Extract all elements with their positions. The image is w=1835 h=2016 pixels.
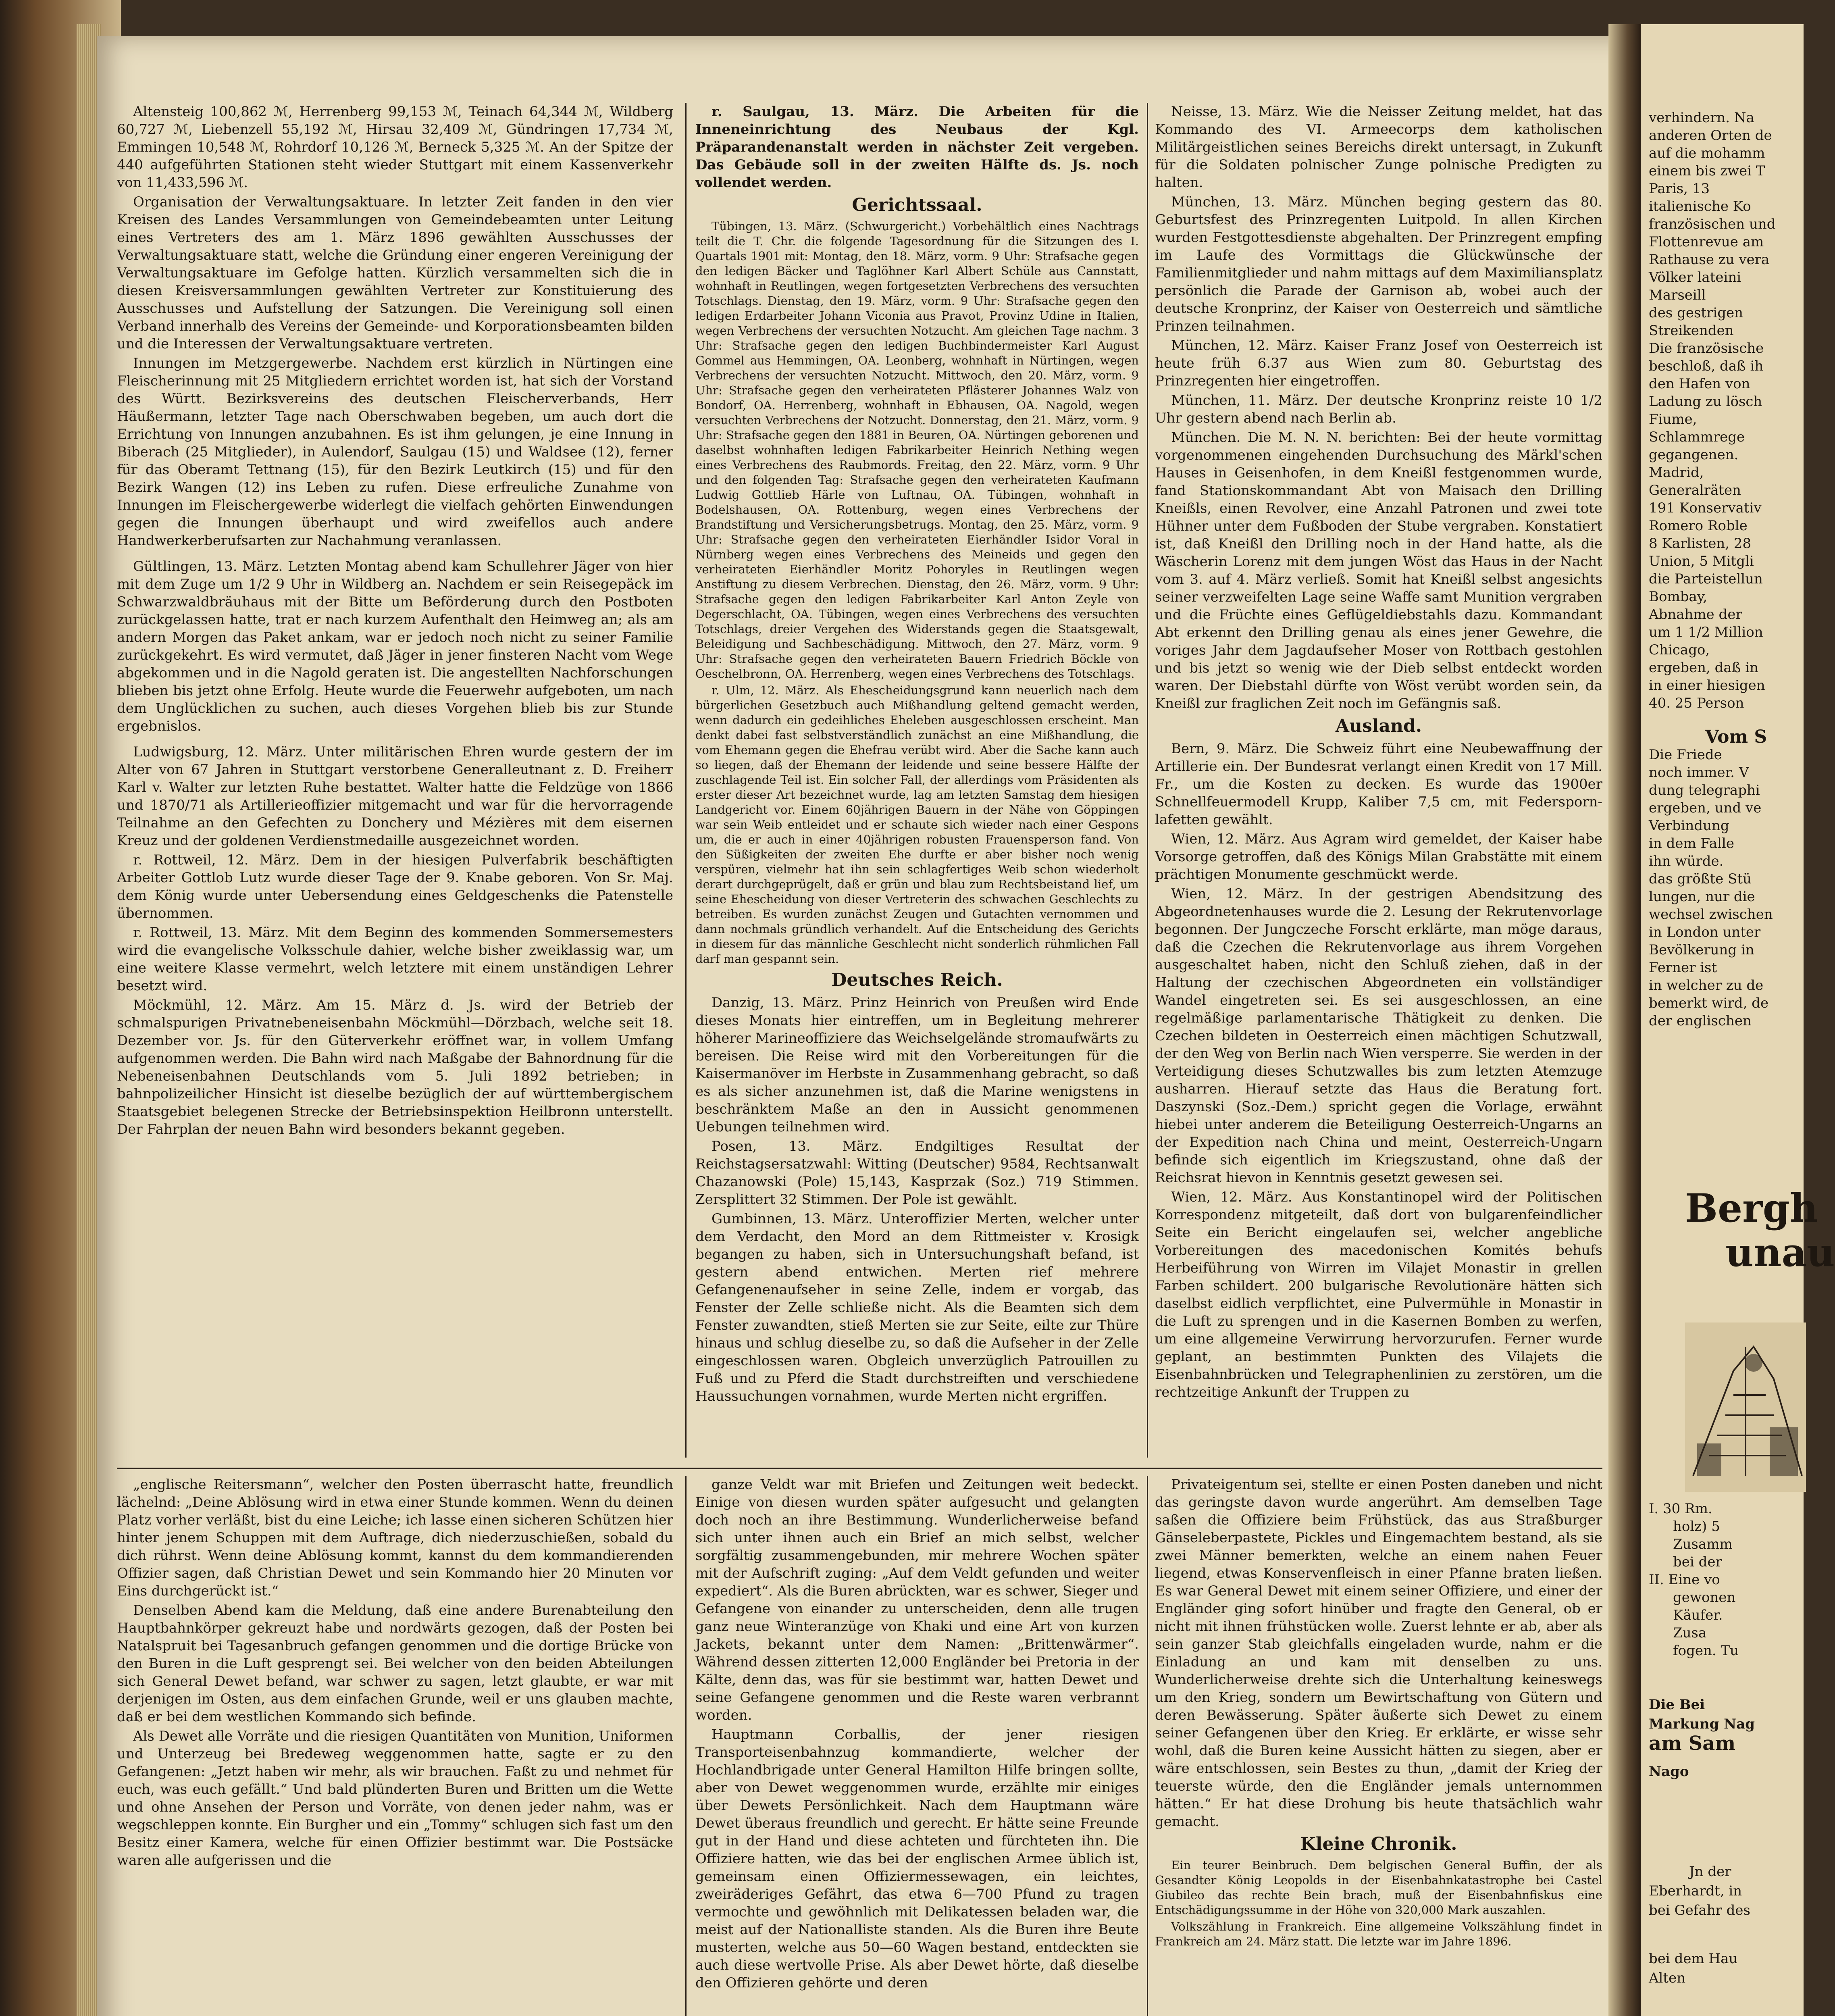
next-page-line: in welcher zu de bbox=[1649, 977, 1764, 993]
next-page-line: lungen, nur die bbox=[1649, 889, 1755, 905]
article: „englische Reitersmann“, welcher den Posten überrascht hatte, freundlich lächelnd: „Deine Ablösung wird in etwa einer Stunde kommen. Wenn du deinen Platz vorher verläßt, bist du eine Leiche; ich lasse einen sicheren Schützen hier hinter jenem Schuppen mit dem Auftrage, dich niederzuschießen, sobald du dich rührst. Wenn deine Ablösung kommt, kannst du dem kommandierenden Offizier sagen, daß Christian Dewet und sein Kommando hier 20 Minuten vor Eins durchgerückt ist.“ bbox=[117, 1477, 673, 1599]
next-page-line: Die Friede bbox=[1649, 747, 1722, 763]
advert-line: bei der bbox=[1673, 1554, 1722, 1570]
feuilleton-column-3 bbox=[1155, 1476, 1602, 1951]
article: Altensteig 100,862 ℳ, Herrenberg 99,153 ℳ, Teinach 64,344 ℳ, Wildberg 60,727 ℳ, Liebenzell 55,192 ℳ, Hirsau 32,409 ℳ, Gündringen 17,734 ℳ, Emmingen 10,548 ℳ, Rohrdorf 10,126 ℳ, Berneck 5,325 ℳ. An der Spitze der 440 aufgeführten Stationen steht wieder Stuttgart mit einem Kassenverkehr von 11,433,596 ℳ. bbox=[117, 104, 673, 191]
next-page-line: Ladung zu lösch bbox=[1649, 394, 1762, 410]
next-page-line: italienische Ko bbox=[1649, 198, 1751, 215]
next-page-line: bemerkt wird, de bbox=[1649, 995, 1769, 1011]
next-page-line: des gestrigen bbox=[1649, 305, 1743, 321]
advert-line: Markung Nag bbox=[1649, 1716, 1755, 1732]
article: München, 13. März. München beging gestern das 80. Geburtsfest des Prinzregenten Luitpold. In allen Kirchen wurden Festgottesdienste abgehalten. Der Prinzregent empfing im Laufe des Vormittags die Glückwünsche der Familienmitglieder und nahm mittags auf dem Maximiliansplatz persönlich die Parade der Garnison ab, wobei auch der deutsche Kronprinz, der Kaiser von Oesterreich und sämtliche Prinzen teilnahmen. bbox=[1155, 194, 1602, 334]
next-page-line: um 1 1/2 Million bbox=[1649, 624, 1763, 640]
next-page-line: Ferner ist bbox=[1649, 960, 1717, 976]
section-heading: Gerichtssaal. bbox=[852, 195, 982, 215]
article: Privateigentum sei, stellte er einen Posten daneben und nicht das geringste davon wurde angerührt. Am demselben Tage saßen die Offiziere beim Frühstück, das aus Straßburger Gänseleberpastete, Pickles und Eingemachtem bestand, als sie zwei Männer bemerkten, welche an einem nahen Feuer liegend, etwas Konservenfleisch in einer Pfanne braten ließen. Es war General Dewet mit einem seiner Offiziere, und einer der Engländer ging sofort hinüber und fragte den General, ob er nicht mit ihnen frühstücken wolle. Zuerst lehnte er ab, aber als sein ganzer Stab gleichfalls eingeladen wurde, nahm er die Einladung an und kam mit denselben zu uns. Wunderlicherweise drehte sich die Unterhaltung keineswegs um den Krieg, sondern um Bewirtschaftung von Gütern und deren Bewässerung. Später äußerte sich Dewet zu einem seiner Gefangenen über den Krieg. Er erklärte, er wisse sehr wohl, daß die Buren keine Aussicht hätten zu siegen, aber er wäre entschlossen, sein Bestes zu thun, „damit der Krieg der teuerste würde, den die Engländer jemals unternommen hätten.“ Er hat diese Drohung bis heute thatsächlich wahr gemacht. bbox=[1155, 1477, 1602, 1830]
next-page-line: in London unter bbox=[1649, 924, 1761, 940]
article: ganze Veldt war mit Briefen und Zeitungen weit bedeckt. Einige von diesen wurden später aufgesucht und gelangten doch noch an ihre Bestimmung. Wunderlicherweise befand sich unter ihnen auch ein Brief an mich selbst, welcher sorgfältig zusammengebunden, mir mehrere Wochen später mit der Aufschrift zuging: „Auf dem Veldt gefunden und weiter expediert“. Als die Buren abrückten, war es schwer, Sieger und Gefangene von einander zu unterscheiden, denn alle trugen ganz neue Winteranzüge von Khaki und eine Art von kurzen Jackets, bekannt unter dem Namen: „Brittenwärmer“. Während dessen zitterten 12,000 Engländer bei Pretoria in der Kälte, denn das, was für sie bestimmt war, hatten Dewet und seine Gefangene genommen und die Reste waren verbrannt worden. bbox=[695, 1477, 1139, 1723]
article: Ludwigsburg, 12. März. Unter militärischen Ehren wurde gestern der im Alter von 67 Jahren in Stuttgart verstorbene Generalleutnant z. D. Freiherr Karl v. Walter zur letzten Ruhe bestattet. Walter hatte die Feldzüge von 1866 und 1870/71 als Artillerieoffizier mitgemacht und war für die hervorragende Teilnahme an den Gefechten zu Donchery und Mézières mit dem eisernen Kreuz und der goldenen Verdienstmedaille ausgezeichnet worden. bbox=[117, 744, 673, 849]
next-page-line: Paris, 13 bbox=[1649, 181, 1710, 197]
article: München, 12. März. Kaiser Franz Josef von Oesterreich ist heute früh 6.37 aus Wien zum 80. Geburtstag des Prinzregenten hier eingetroffen. bbox=[1155, 337, 1602, 389]
next-page-line: ergeben, daß in bbox=[1649, 660, 1758, 676]
article: r. Rottweil, 13. März. Mit dem Beginn des kommenden Sommersemesters wird die evangelische Volksschule dahier, welche bisher zweiklassig war, um eine weitere Klasse vermehrt, welch letztere mit einem unständigen Lehrer besetzt wird. bbox=[117, 925, 673, 994]
article: Gumbinnen, 13. März. Unteroffizier Merten, welcher unter dem Verdacht, den Mord an dem Rittmeister v. Krosigk begangen zu haben, sich in Untersuchungshaft befand, ist gestern abend entwichen. Merten rief mehrere Gefangenenaufseher in seine Zelle, indem er vorgab, das Fenster der Zelle schließe nicht. Als die Beamten sich dem Fenster zuwandten, stieß Merten sie zur Seite, eilte zur Thüre hinaus und schlug dieselbe zu, so daß die Aufseher in der Zelle eingeschlossen waren. Obgleich unverzüglich Patrouillen zu Fuß und zu Pferd die Stadt durchstreiften und verschiedene Haussuchungen vornahmen, wurde Merten nicht ergriffen. bbox=[695, 1211, 1139, 1404]
next-page-line: Madrid, bbox=[1649, 464, 1704, 481]
feuilleton-column-1 bbox=[117, 1476, 673, 1871]
advert-title: unau bbox=[1725, 1230, 1835, 1275]
next-page-line: in dem Falle bbox=[1649, 835, 1734, 852]
article: München, 11. März. Der deutsche Kronprinz reiste 10 1/2 Uhr gestern abend nach Berlin ab. bbox=[1155, 392, 1602, 426]
article: Als Dewet alle Vorräte und die riesigen Quantitäten von Munition, Uniformen und Unterzeug bei Bredeweg weggenommen hatte, sagte er zu den Gefangenen: „Jetzt haben wir mehr, als wir brauchen. Faßt zu und nehmet für euch, was euch gefällt.“ Und bald plünderten Buren und Britten um die Wette und ohne Ansehen der Person und Vorräte, von denen jeder nahm, was er wegschleppen konnte. Ein Burgher und ein „Tommy“ schlugen sich fast um den Besitz einer Kamera, welche für einen Offizier bestimmt war. Die Postsäcke waren alle aufgerissen und die bbox=[117, 1728, 673, 1868]
article: Volkszählung in Frankreich. Eine allgemeine Volkszählung findet in Frankreich am 24. März statt. Die letzte war im Jahre 1896. bbox=[1155, 1920, 1602, 1948]
advert-line: Eberhardt, in bbox=[1649, 1883, 1742, 1899]
next-page-line: Schlammrege bbox=[1649, 429, 1745, 445]
article: Denselben Abend kam die Meldung, daß eine andere Burenabteilung den Hauptbahnkörper gekreuzt habe und nordwärts gezogen, daß der Posten bei Natalspruit bei Tagesanbruch gefangen genommen und die dortige Brücke von den Buren in die Luft gesprengt sei. Bei welcher von den beiden Abteilungen sich General Dewet befand, war schwer zu sagen, letzt glaubte, er war mit derjenigen im Osten, aus dem einfachen Grunde, weil er uns glauben machte, daß er bei dem westlichen Kommando sich befinde. bbox=[117, 1602, 673, 1725]
next-page-line: noch immer. V bbox=[1649, 764, 1749, 781]
next-page-line: beschloß, daß ih bbox=[1649, 358, 1764, 374]
article: Wien, 12. März. Aus Konstantinopel wird der Politischen Korrespondenz mitgeteilt, daß dort von bulgarenfeindlicher Seite ein Bericht eingelaufen sei, welcher angebliche Vorbereitungen des macedonischen Komités behufs Herbeiführung von Wirren im Vilajet Monastir in grellen Farben schildert. 200 bulgarische Revolutionäre hätten sich daselbst eidlich verpflichtet, eine Pulvermühle in Monastir in die Luft zu sprengen und in die Kasernen Bomben zu werfen, um eine allgemeine Verwirrung hervorzurufen. Ferner wurde geplant, an bestimmten Punkten des Vilajets die Eisenbahnbrücken und Telegraphenlinien zu zerstören, um die rechtzeitige Ankunft der Truppen zu bbox=[1155, 1189, 1602, 1400]
column-divider bbox=[685, 103, 687, 1458]
advert-line: Die Bei bbox=[1649, 1697, 1705, 1713]
advert-line: Zusamm bbox=[1673, 1536, 1733, 1552]
next-page-line: Rathause zu vera bbox=[1649, 252, 1770, 268]
advert-line: am Sam bbox=[1649, 1732, 1736, 1755]
next-page-line: in einer hiesigen bbox=[1649, 677, 1765, 694]
next-page-line: anderen Orten de bbox=[1649, 127, 1772, 144]
advert-line: fogen. Tu bbox=[1673, 1643, 1739, 1659]
next-page-line: Völker lateini bbox=[1649, 269, 1741, 285]
advert-line: II. Eine vo bbox=[1649, 1572, 1720, 1588]
section-heading: Deutsches Reich. bbox=[831, 970, 1003, 990]
article: Danzig, 13. März. Prinz Heinrich von Preußen wird Ende dieses Monats hier eintreffen, um in Begleitung mehrerer höherer Marineoffiziere das Weichselgelände stromaufwärts zu bereisen. Die Reise wird mit den Vorbereitungen für die Kaisermanöver im Herbste in Zusammenhang gebracht, so daß es als sicher anzunehmen ist, daß die Marine wenigstens in beschränktem Maße an den in Aussicht genommenen Uebungen teilnehmen wird. bbox=[695, 995, 1139, 1135]
next-page-line: Flottenrevue am bbox=[1649, 234, 1764, 250]
next-page-line: der englischen bbox=[1649, 1013, 1752, 1029]
article: Neisse, 13. März. Wie die Neisser Zeitung meldet, hat das Kommando des VI. Armeecorps dem katholischen Militärgeistlichen seines Bereichs direkt untersagt, in Zukunft für die Soldaten polnischer Zunge polnische Predigten zu halten. bbox=[1155, 104, 1602, 191]
next-page-line: gegangenen. bbox=[1649, 447, 1739, 463]
article: Ein teurer Beinbruch. Dem belgischen General Buffin, der als Gesandter König Leopolds in der Eisenbahnkatastrophe bei Castel Giubileo das rechte Bein brach, muß der Eisenbahnfiskus eine Entschädigungssumme in der Höhe von 320,000 Mark auszahlen. bbox=[1155, 1858, 1602, 1917]
next-page-line: 191 Konservativ bbox=[1649, 500, 1762, 516]
advert-line: bei Gefahr des bbox=[1649, 1902, 1750, 1918]
next-page-line: die Parteistellun bbox=[1649, 571, 1763, 587]
advert-line: Zusa bbox=[1673, 1625, 1707, 1641]
next-page-line: Generalräten bbox=[1649, 482, 1741, 498]
article: Gültlingen, 13. März. Letzten Montag abend kam Schullehrer Jäger von hier mit dem Zuge um 1/2 9 Uhr in Wildberg an. Nachdem er sein Reisegepäck im Schwarzwaldbräuhaus mit der Bitte um Beförderung durch den Postboten zurückgelassen hatte, trat er nach kurzem Aufenthalt den Heimweg an; als am andern Morgen das Paket ankam, war er jedoch noch nicht zu seiner Familie zurückgekehrt. Es wird vermutet, daß Jäger in jener finsteren Nacht vom Wege abgekommen und in die Nagold geraten ist. Die angestellten Nachforschungen blieben bis jetzt ohne Erfolg. Heute wurde die Feuerwehr aufgeboten, um nach dem Unglücklichen zu suchen, auch dieses Vorgehen blieb bis zur Stunde ergebnislos. bbox=[117, 558, 673, 734]
article: Bern, 9. März. Die Schweiz führt eine Neubewaffnung der Artillerie ein. Der Bundesrat verlangt einen Kredit von 17 Mill. Fr., um die Kosten zu decken. Es wurde das 1900er Schnellfeuermodell Krupp, Kaliber 7,5 cm, mit Federspornlafetten gewählt. bbox=[1155, 741, 1602, 828]
next-page-line: wechsel zwischen bbox=[1649, 906, 1773, 923]
column-3 bbox=[1155, 103, 1602, 1403]
next-page-line: ihn würde. bbox=[1649, 853, 1724, 869]
section-heading: Ausland. bbox=[1335, 716, 1422, 736]
advert-title: Bergh bbox=[1685, 1185, 1818, 1231]
column-divider bbox=[1147, 103, 1148, 1458]
next-page-fragment bbox=[1641, 24, 1835, 2016]
article: r. Saulgau, 13. März. Die Arbeiten für die Inneneinrichtung des Neubaus der Kgl. Präparandenanstalt werden in nächster Zeit vergeben. Das Gebäude soll in der zweiten Hälfte ds. Js. noch vollendet werden. bbox=[695, 104, 1139, 191]
article: Innungen im Metzgergewerbe. Nachdem erst kürzlich in Nürtingen eine Fleischerinnung mit 25 Mitgliedern errichtet worden ist, hat sich der Vorstand des Württ. Bezirksvereins des deutschen Fleischerverbands, Herr Häußermann, letzter Tage nach Oberschwaben begeben, um auch dort die Errichtung von Innungen anzubahnen. Es ist ihm gelungen, je eine Innung in Biberach (25 Mitglieder), in Aulendorf, Saulgau (15) und Waldsee (12), ferner für das Oberamt Tettnang (15), für den Bezirk Leutkirch (15) und für den Bezirk Wangen (12) ins Leben zu rufen. Diese erfreuliche Zunahme von Innungen im Fleischergewerbe widerlegt die vielfach gehörten Einwendungen gegen die Innungen überhaupt und wird zweifellos auch andere Handwerkerberufsarten zur Nachahmung veranlassen. bbox=[117, 355, 673, 549]
advert-line: holz) 5 bbox=[1673, 1518, 1720, 1535]
article: Organisation der Verwaltungsaktuare. In letzter Zeit fanden in den vier Kreisen des Landes Versammlungen von Gemeindebeamten unter Leitung eines Vertreters des am 1. März 1896 gewählten Ausschusses der Verwaltungsaktuare statt, welche die Gründung einer engeren Vereinigung der Verwaltungsaktuare im Gefolge hatten. Kürzlich versammelten sich die in diesen Kreisversammlungen gewählten Vertreter zur Konstituierung des Ausschusses und Aufstellung der Satzungen. Die Vereinigung soll einen Verband innerhalb des Vereins der Gemeinde- und Korporationsbeamten bilden und die Interessen der Verwaltungsaktuare vertreten. bbox=[117, 194, 673, 352]
advert-line: gewonen bbox=[1673, 1589, 1736, 1606]
next-page-line: verhindern. Na bbox=[1649, 110, 1754, 126]
next-page-line: Die französische bbox=[1649, 340, 1764, 356]
advert-line: Alten bbox=[1649, 1970, 1686, 1986]
column-divider bbox=[685, 1476, 687, 2016]
article: Möckmühl, 12. März. Am 15. März d. Js. wird der Betrieb der schmalspurigen Privatnebeneisenbahn Möckmühl—Dörzbach, welche seit 18. Dezember vor. Js. für den Güterverkehr eröffnet war, in vollem Umfang aufgenommen werden. Die Bahn wird nach Maßgabe der Bahnordnung für die Nebeneisenbahnen Deutschlands vom 5. Juli 1892 betrieben; in bahnpolizeilicher Hinsicht ist dieselbe bezüglich der auf württembergischem Staatsgebiet belegenen Strecke der Betriebsinspektion Heilbronn unterstellt. Der Fahrplan der neuen Bahn wird besonders bekannt gegeben. bbox=[117, 997, 673, 1137]
next-page-line: den Hafen von bbox=[1649, 376, 1750, 392]
next-page-line: Marseill bbox=[1649, 287, 1706, 303]
next-page-line: Abnahme der bbox=[1649, 606, 1742, 623]
next-page-line: französischen und bbox=[1649, 216, 1776, 232]
article: Posen, 13. März. Endgiltiges Resultat der Reichstagsersatzwahl: Witting (Deutscher) 9584, Rechtsanwalt Chazanowski (Pole) 15,143, Kasprzak (Soz.) 719 Stimmen. Zersplittert 32 Stimmen. Der Pole ist gewählt. bbox=[695, 1138, 1139, 1208]
article: Wien, 12. März. In der gestrigen Abendsitzung des Abgeordnetenhauses wurde die 2. Lesung der Rekrutenvorlage begonnen. Der Jungczeche Forscht erklärte, man möge daraus, daß die Czechen die Rekrutenvorlage aus ihrem Vorgehen ausgeschaltet haben, nicht den Schluß ziehen, daß in der Haltung der czechischen Abgeordneten ein vollständiger Wandel eingetreten sei. Es sei ausgeschlossen, an eine regelmäßige parlamentarische Thätigkeit zu denken. Die Czechen bildeten in Oesterreich einen mächtigen Schutzwall, der den Weg von Berlin nach Wien versperre. Sie werden in der Verteidigung dieses Schutzwalles bis zum letzten Atemzuge ausharren. Hierauf setzte das Haus die Beratung fort. Daszynski (Soz.-Dem.) spricht gegen die Vorlage, erwähnt hiebei unter anderem die Beteiligung Oesterreich-Ungarns an der Expedition nach China und meint, Oesterreich-Ungarn befinde sich eigentlich im Kriegszustand, ohne daß der Reichsrat hievon in Kenntnis gesetzt gewesen sei. bbox=[1155, 886, 1602, 1186]
article: Tübingen, 13. März. (Schwurgericht.) Vorbehältlich eines Nachtrags teilt die T. Chr. die folgende Tagesordnung für die Sitzungen des I. Quartals 1901 mit: Montag, den 18. März, vorm. 9 Uhr: Strafsache gegen den ledigen Bäcker und Taglöhner Karl Albert Schüle aus Cannstatt, wohnhaft in Reutlingen, wegen fortgesetzten Verbrechens des versuchten Totschlags. Dienstag, den 19. März, vorm. 9 Uhr: Strafsache gegen den ledigen Erdarbeiter Johann Viconia aus Pravot, Provinz Udine in Italien, wegen Verbrechens der versuchten Notzucht. Am gleichen Tage nachm. 3 Uhr: Strafsache gegen den ledigen Buchbindermeister Karl August Gommel aus Hemmingen, OA. Leonberg, wohnhaft in Nürtingen, wegen Verbrechens der versuchten Notzucht. Mittwoch, den 20. März, vorm. 9 Uhr: Strafsache gegen den verheirateten Pflästerer Johannes Walz von Bondorf, OA. Herrenberg, wohnhaft in Ebhausen, OA. Nagold, wegen versuchten Verbrechens der Notzucht. Donnerstag, den 21. März, vorm. 9 Uhr: Strafsache gegen den 1881 in Beuren, OA. Nürtingen geborenen und daselbst wohnhaften ledigen Fabrikarbeiter Heinrich Nething wegen eines Verbrechens des Raubmords. Freitag, den 22. März, vorm. 9 Uhr und den folgenden Tag: Strafsache gegen den verheirateten Kaufmann Ludwig Gottlieb Härle von Luftnau, OA. Tübingen, wohnhaft in Bodelshausen, OA. Rottenburg, wegen eines Verbrechens der Brandstiftung und Versicherungsbetrugs. Montag, den 25. März, vorm. 9 Uhr: Strafsache gegen den verheirateten Eierhändler Isidor Voral in Nürnberg wegen eines Verbrechens des Meineids und gegen den verheirateten Eierhändler Moritz Pohoryles in Reutlingen wegen Anstiftung zu diesem Verbrechen. Dienstag, den 26. März, vorm. 9 Uhr: Strafsache gegen den ledigen Fabrikarbeiter Karl Anton Zeyle von Degerschlacht, OA. Tübingen, wegen eines Verbrechens des versuchten Totschlags, dreier Vergehen des Widerstands gegen die Staatsgewalt, Beleidigung und Sachbeschädigung. Mittwoch, den 27. März, vorm. 9 Uhr: Strafsache gegen den verheirateten Bauern Friedrich Böckle von Oeschelbronn, OA. Herrenberg, wegen eines Verbrechens des Totschlags. bbox=[695, 219, 1139, 681]
next-page-line: auf die mohamm bbox=[1649, 145, 1765, 161]
next-page-line: Streikenden bbox=[1649, 323, 1734, 339]
next-page-line: Union, 5 Mitgli bbox=[1649, 553, 1754, 569]
column-divider bbox=[1147, 1476, 1148, 2016]
column-1 bbox=[117, 103, 673, 1140]
next-page-line: Vom S bbox=[1705, 727, 1767, 747]
next-page-line: Fiume, bbox=[1649, 411, 1697, 427]
feuilleton-rule bbox=[117, 1468, 1602, 1469]
next-page-line: Chicago, bbox=[1649, 642, 1710, 658]
next-page-line: das größte Stü bbox=[1649, 871, 1752, 887]
advert-line: I. 30 Rm. bbox=[1649, 1501, 1712, 1517]
next-page-line: Verbindung bbox=[1649, 818, 1729, 834]
next-page-line: Bombay, bbox=[1649, 589, 1708, 605]
next-page-line: dung telegraphi bbox=[1649, 782, 1760, 798]
article: München. Die M. N. N. berichten: Bei der heute vormittag vorgenommenen eingehenden Durchsuchung des Märkl'schen Hauses in Geisenhofen, in dem Kneißl festgenommen wurde, fand Stationskommandant Abt von Maisach den Drilling Kneißls, einen Revolver, eine Anzahl Patronen und zwei tote Hühner unter dem Fußboden der Stube vergraben. Konstatiert ist, daß Kneißl den Drilling noch in der Hand hatte, als die Wäscherin Lorenz mit dem jungen Wöst das Haus in der Nacht vom 3. auf 4. März verließ. Somit hat Kneißl selbst angesichts seiner verzweifelten Lage seine Waffe samt Munition vergraben und die Früchte eines Geflügeldiebstahls dazu. Kommandant Abt erkennt den Drilling genau als eines jener Gewehre, die voriges Jahr dem Jagdaufseher Moser von Rottbach gestohlen und bis jetzt so wenig wie der Dieb selbst entdeckt worden waren. Der Diebstahl dürfte von Wöst verübt worden sein, da Kneißl zur fraglichen Zeit noch im Gefängnis saß. bbox=[1155, 429, 1602, 712]
advert-woodcut-image bbox=[1685, 1322, 1806, 1492]
next-page-line: einem bis zwei T bbox=[1649, 163, 1765, 179]
article: Wien, 12. März. Aus Agram wird gemeldet, der Kaiser habe Vorsorge getroffen, daß des Königs Milan Grabstätte mit einem prächtigen Monumente geschmückt werde. bbox=[1155, 831, 1602, 883]
article: r. Ulm, 12. März. Als Ehescheidungsgrund kann neuerlich nach dem bürgerlichen Gesetzbuch auch Mißhandlung geltend gemacht werden, wenn dadurch ein gedeihliches Eheleben ausgeschlossen erscheint. Man denkt dabei fast selbstverständlich zunächst an eine Mißhandlung, die vom Ehemann gegen die Ehefrau verübt wird. Aber die Sache kann auch so liegen, daß der Ehemann der leidende und seine bessere Hälfte der zuschlagende Teil ist. Ein solcher Fall, der allerdings vom Präsidenten als erster dieser Art bezeichnet wurde, lag am letzten Samstag dem hiesigen Landgericht vor. Einem 60jährigen Bauern in der Nähe von Göppingen war sein Weib entleidet und er schaute sich wieder nach einer Gespons um, die er auch in einer 40jährigen robusten Frauensperson fand. Von den Süßigkeiten der zweiten Ehe durfte er aber bisher noch wenig verspüren, vielmehr hat ihn sein schlagfertiges Weib schon wiederholt derart durchgeprügelt, daß er grün und blau zum Rechtsbeistand lief, um seine Ehescheidung von dieser Vertreterin des schwachen Geschlechts zu betreiben. Es wurden zunächst Zeugen und Gutachten vernommen und dann nochmals gründlich verhandelt. Auf die Entscheidung des Gerichts in diesem für das männliche Geschlecht nicht sonderlich rühmlichen Fall darf man gespannt sein. bbox=[695, 683, 1139, 966]
section-heading: Kleine Chronik. bbox=[1300, 1834, 1457, 1854]
next-page-line: Romero Roble bbox=[1649, 518, 1748, 534]
next-page-line: 8 Karlisten, 28 bbox=[1649, 535, 1752, 552]
article: r. Rottweil, 12. März. Dem in der hiesigen Pulverfabrik beschäftigten Arbeiter Gottlob Lutz wurde dieser Tage der 9. Knabe geboren. Von Sr. Maj. dem König wurde unter Uebersendung eines Geldgeschenks die Patenstelle übernommen. bbox=[117, 852, 673, 921]
advert-line: bei dem Hau bbox=[1649, 1951, 1738, 1967]
next-page-line: ergeben, und ve bbox=[1649, 800, 1762, 816]
next-page-line: 40. 25 Person bbox=[1649, 695, 1744, 711]
advert-line: Jn der bbox=[1689, 1864, 1731, 1880]
book-gutter bbox=[1608, 24, 1641, 2016]
next-page-line: Bevölkerung in bbox=[1649, 942, 1754, 958]
advert-line: Nago bbox=[1649, 1764, 1689, 1780]
feuilleton-column-2 bbox=[695, 1476, 1139, 1993]
advert-line: Käufer. bbox=[1673, 1607, 1723, 1623]
column-2 bbox=[695, 103, 1139, 1407]
article: Hauptmann Corballis, der jener riesigen Transporteisenbahnzug kommandierte, welcher der Hochlandbrigade unter General Hamilton Hilfe bringen sollte, aber von Dewet weggenommen wurde, erzählte mir einiges über Dewets Persönlichkeit. Nach dem Hauptmann wäre Dewet überaus freundlich und gerecht. Er hätte seine Freunde gut in der Hand und diese achteten und fürchteten ihn. Die Offiziere hatten, wie das bei der englischen Armee üblich ist, gemeinsam einen Offiziermessewagen, ein leichtes, zweiräderiges Gefährt, das etwa 6—700 Pfund zu tragen vermochte und gewöhnlich mit Delikatessen beladen war, die meist auf der Nationalliste standen. Als die Buren ihre Beute musterten, welche aus 50—60 Wagen bestand, entdeckten sie auch diese wertvolle Prise. Als aber Dewet hörte, daß dieselbe den Offizieren gehörte und deren bbox=[695, 1727, 1139, 1991]
